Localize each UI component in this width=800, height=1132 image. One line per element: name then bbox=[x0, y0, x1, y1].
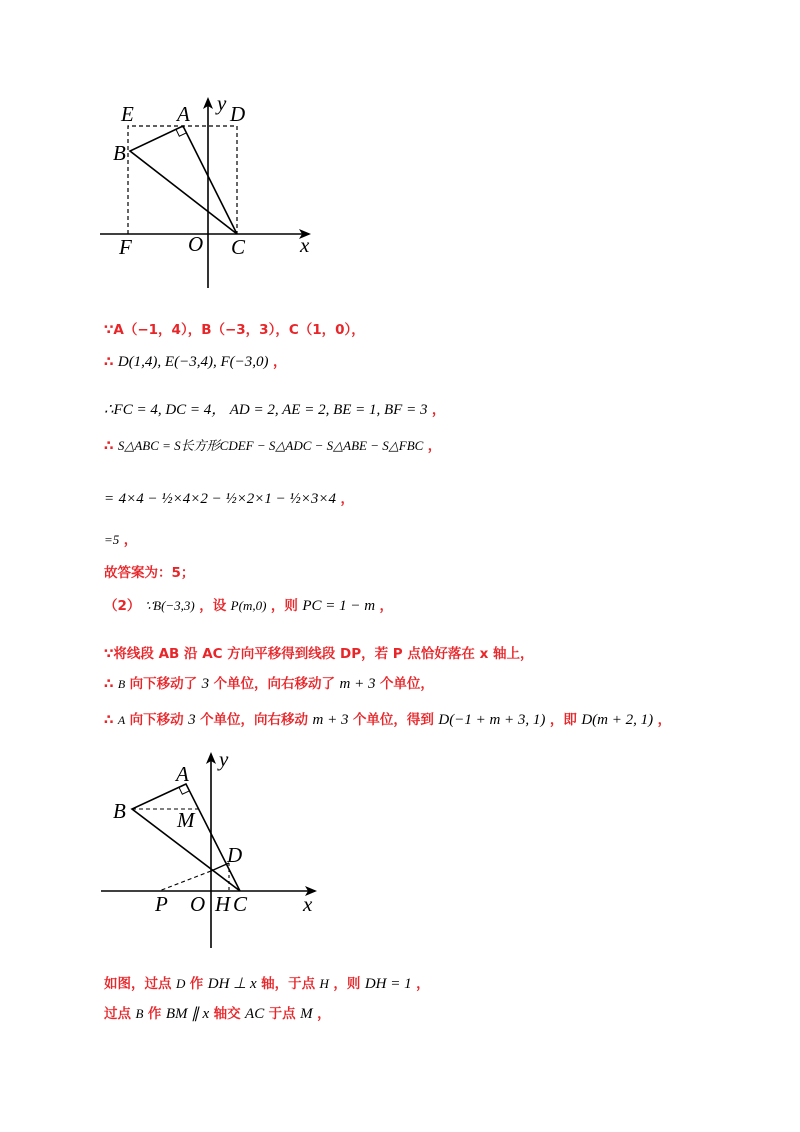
text-axis-intersect: 轴交 bbox=[213, 1006, 241, 1022]
comma: ， bbox=[340, 491, 355, 507]
segment-lengths: ∴FC = 4, DC = 4， AD = 2, AE = 2, BE = 1, BF = 3 bbox=[104, 402, 428, 418]
figure-2-svg bbox=[95, 745, 335, 955]
solution-line-4 bbox=[104, 436, 441, 456]
comma: ， bbox=[379, 598, 394, 614]
comma: ， bbox=[431, 402, 446, 418]
point-P: P(m,0) bbox=[230, 598, 267, 613]
text-units: 个单位， bbox=[379, 676, 434, 692]
solution-line-13 bbox=[104, 1004, 331, 1024]
label-B: B bbox=[113, 799, 126, 823]
label-y: y bbox=[219, 747, 229, 771]
value-m-plus-3: m + 3 bbox=[312, 712, 349, 728]
solution-line-12 bbox=[104, 974, 430, 994]
comma: ， bbox=[657, 712, 672, 728]
area-formula: S△ABC = S长方形CDEF − S△ADC − S△ABE − S△FBC bbox=[117, 438, 424, 453]
solution-line-1 bbox=[104, 320, 365, 340]
text-down: 向下移动了 bbox=[129, 676, 198, 692]
label-E: E bbox=[121, 102, 134, 126]
label-F: F bbox=[119, 235, 132, 259]
text-right: 个单位，向右移动了 bbox=[213, 676, 336, 692]
solution-line-8 bbox=[104, 596, 393, 616]
comma: ， bbox=[427, 438, 442, 454]
value-m-plus-3: m + 3 bbox=[339, 676, 376, 692]
text-axis-at: 轴，于点 bbox=[261, 976, 316, 992]
equals-sign: = bbox=[104, 491, 115, 507]
DH-perpendicular: DH ⊥ x bbox=[207, 976, 257, 992]
therefore-symbol: ∴ bbox=[104, 676, 114, 692]
comma: ， bbox=[272, 354, 287, 370]
dashed-rectangle-CDEF bbox=[128, 126, 237, 234]
solution-line-11 bbox=[104, 710, 671, 730]
comma: ， bbox=[416, 976, 430, 992]
part-2-label: （2） bbox=[104, 598, 141, 614]
therefore-symbol: ∴ bbox=[104, 438, 114, 454]
therefore-symbol: ∴ bbox=[104, 712, 114, 728]
solution-line-7 bbox=[104, 563, 194, 583]
answer-text: 故答案为：5； bbox=[104, 565, 195, 581]
given-points-text: ∵A（−1，4），B（−3，3），C（1，0）， bbox=[104, 322, 365, 338]
label-y: y bbox=[217, 91, 227, 115]
text-at-point: 于点 bbox=[268, 1006, 296, 1022]
point-B: ∵B(−3,3) bbox=[144, 598, 195, 613]
PC-expression: PC = 1 − m bbox=[302, 598, 376, 614]
label-H: H bbox=[215, 892, 231, 916]
label-x: x bbox=[300, 233, 310, 257]
text-draw: 作 bbox=[189, 976, 204, 992]
label-O: O bbox=[188, 232, 204, 256]
text-let: ，设 bbox=[199, 598, 227, 614]
comma: ， bbox=[123, 532, 138, 548]
figure-2-translation bbox=[95, 745, 335, 955]
point-B: B bbox=[117, 677, 126, 691]
point-M: M bbox=[300, 1006, 313, 1022]
text-draw: 作 bbox=[147, 1006, 162, 1022]
label-P: P bbox=[155, 892, 168, 916]
value-3: 3 bbox=[201, 676, 210, 692]
figure-1-svg bbox=[95, 88, 335, 293]
value-3: 3 bbox=[188, 712, 196, 728]
text-then: ，则 bbox=[333, 976, 361, 992]
point-D-simplified: D(m + 2, 1) bbox=[581, 712, 654, 728]
label-B: B bbox=[113, 141, 126, 165]
text-as-shown: 如图，过点 bbox=[104, 976, 172, 992]
BM-parallel: BM ∥ x bbox=[165, 1006, 210, 1022]
text-namely: ，即 bbox=[549, 712, 577, 728]
point-B: B bbox=[135, 1006, 144, 1021]
text-then: ，则 bbox=[270, 598, 298, 614]
segment-AC: AC bbox=[245, 1006, 265, 1022]
triangle-ABC bbox=[132, 784, 243, 891]
solution-line-3 bbox=[104, 400, 445, 420]
text-down: 向下移动 bbox=[129, 712, 184, 728]
solution-line-9 bbox=[104, 644, 534, 664]
label-C: C bbox=[231, 235, 246, 259]
label-D: D bbox=[230, 102, 246, 126]
label-M: M bbox=[177, 808, 195, 832]
text-through-point: 过点 bbox=[104, 1006, 131, 1022]
label-x: x bbox=[303, 892, 313, 916]
label-D: D bbox=[227, 843, 243, 867]
comma: ， bbox=[317, 1006, 331, 1022]
segment-DP-dashed bbox=[159, 871, 211, 891]
point-D: D bbox=[175, 976, 186, 991]
triangle-ABC bbox=[130, 126, 237, 234]
point-A: A bbox=[117, 713, 126, 727]
text-right: 个单位，向右移动 bbox=[200, 712, 309, 728]
label-C: C bbox=[233, 892, 248, 916]
label-A: A bbox=[177, 102, 190, 126]
solution-line-2 bbox=[104, 352, 286, 372]
solution-line-6 bbox=[104, 530, 137, 550]
label-O: O bbox=[190, 892, 206, 916]
points-DEF: D(1,4), E(−3,4), F(−3,0) bbox=[117, 354, 269, 370]
translation-statement: ∵将线段 AB 沿 AC 方向平移得到线段 DP，若 P 点恰好落在 x 轴上， bbox=[104, 646, 534, 662]
area-result: =5 bbox=[104, 532, 120, 547]
label-A: A bbox=[176, 762, 189, 786]
solution-line-10 bbox=[104, 674, 434, 694]
therefore-symbol: ∴ bbox=[104, 354, 114, 370]
figure-1-rectangle-triangle bbox=[95, 88, 335, 293]
DH-value: DH = 1 bbox=[364, 976, 412, 992]
text-get: 个单位，得到 bbox=[352, 712, 434, 728]
point-H: H bbox=[319, 976, 329, 991]
point-D-expression: D(−1 + m + 3, 1) bbox=[438, 712, 546, 728]
area-calculation: 4×4 − ½×4×2 − ½×2×1 − ½×3×4 bbox=[118, 491, 337, 507]
solution-line-5 bbox=[104, 489, 354, 509]
